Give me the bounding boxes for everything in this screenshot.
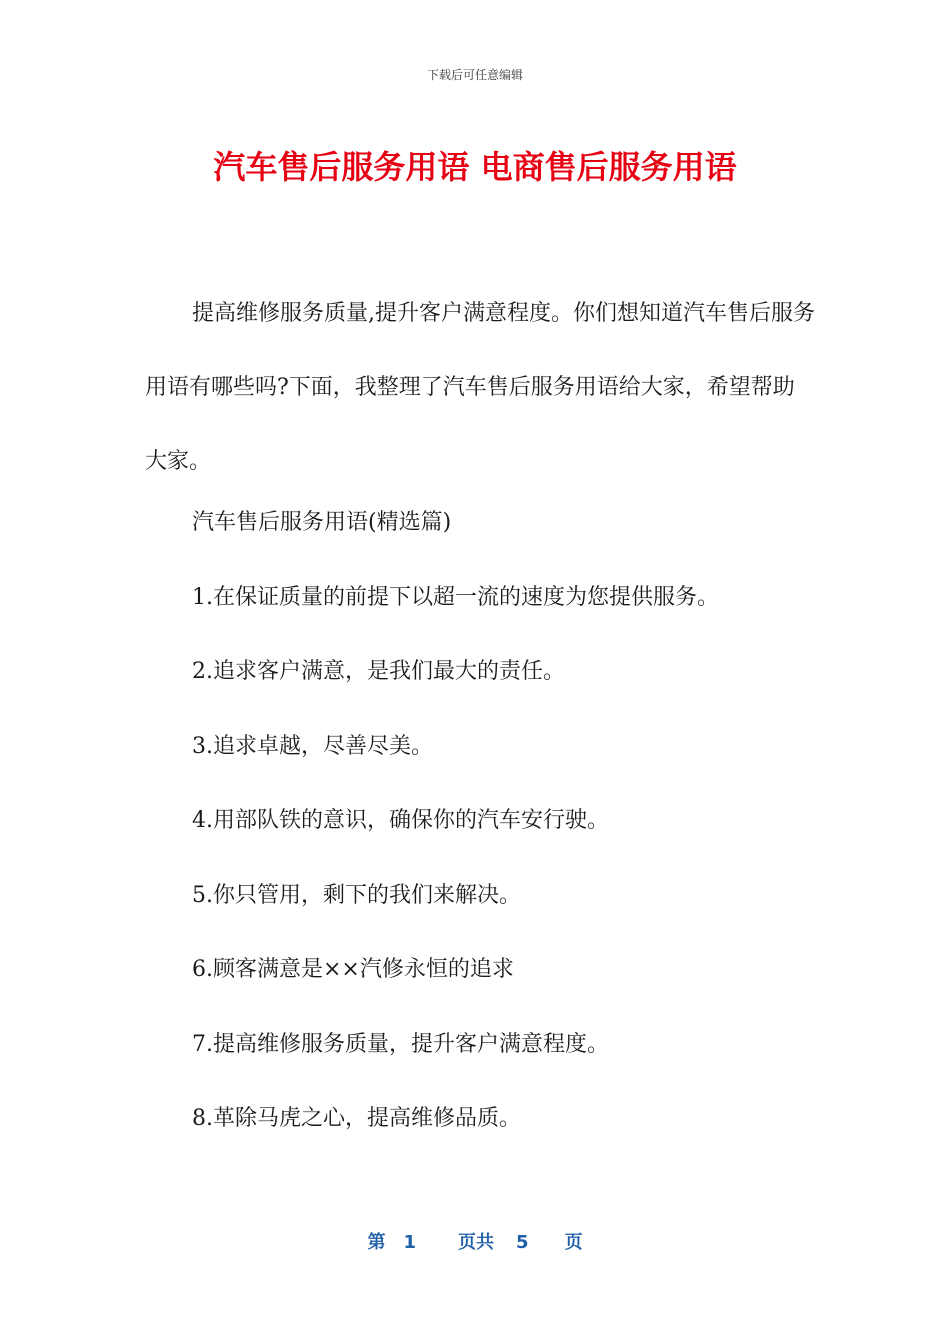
page-middle: 页共 bbox=[458, 1232, 494, 1253]
page-footer bbox=[0, 1228, 950, 1254]
section-heading: 汽车售后服务用语(精选篇) bbox=[192, 510, 452, 535]
intro-text: 提高维修服务质量,提升客户满意程度。你们想知道汽车售后服务用语有哪些吗?下面，我整理了汽车售后服务用语给大家，希望帮助大家。 bbox=[145, 301, 815, 474]
list-item: 7.提高维修服务质量，提升客户满意程度。 bbox=[192, 1032, 609, 1057]
list-item: 1.在保证质量的前提下以超一流的速度为您提供服务。 bbox=[192, 585, 719, 610]
list-item: 6.顾客满意是××汽修永恒的追求 bbox=[192, 957, 514, 982]
list-item: 8.革除马虎之心，提高维修品质。 bbox=[192, 1106, 521, 1131]
list-item: 2.追求客户满意，是我们最大的责任。 bbox=[192, 659, 565, 684]
page-suffix: 页 bbox=[564, 1232, 583, 1253]
total-pages: 5 bbox=[516, 1232, 529, 1253]
intro-paragraph bbox=[145, 277, 815, 499]
header-note: 下载后可任意编辑 bbox=[426, 68, 523, 82]
list-item: 4.用部队铁的意识，确保你的汽车安行驶。 bbox=[192, 808, 609, 833]
document-title: 汽车售后服务用语 电商售后服务用语 bbox=[213, 148, 737, 186]
page-prefix: 第 bbox=[367, 1232, 386, 1253]
list-item: 5.你只管用，剩下的我们来解决。 bbox=[192, 883, 521, 908]
current-page: 1 bbox=[403, 1232, 416, 1253]
list-item: 3.追求卓越，尽善尽美。 bbox=[192, 734, 433, 759]
